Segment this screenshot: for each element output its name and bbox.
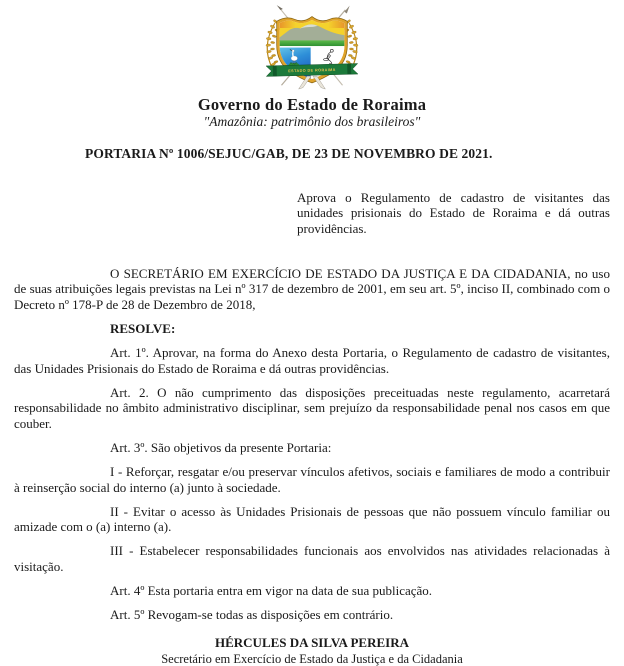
signature-block <box>14 636 610 666</box>
government-name: Governo do Estado de Roraima <box>14 96 610 114</box>
crest-ribbon <box>266 64 358 77</box>
article-2: Art. 2. O não cumprimento das disposições preceituadas neste regulamento, acarretará responsabilidade no âmbito administrativo disciplinar, sem prejuízo da responsabilidade penal nos casos em que couber. <box>14 385 610 432</box>
preamble-paragraph: O SECRETÁRIO EM EXERCÍCIO DE ESTADO DA JUSTIÇA E DA CIDADANIA, no uso de suas atribuições legais previstas na Lei nº 317 de dezembro de 2001, em seu art. 5º, inciso II, combinado com o Decreto nº 178-P de 28 de Dezembro de 2018, <box>14 266 610 313</box>
article-4: Art. 4º Esta portaria entra em vigor na data de sua publicação. <box>14 583 610 599</box>
summary-paragraph: Aprova o Regulamento de cadastro de visitantes das unidades prisionais do Estado de Roraima e dá outras providências. <box>297 190 610 237</box>
article-3: Art. 3º. São objetivos da presente Portaria: <box>14 440 610 456</box>
signer-name: HÉRCULES DA SILVA PEREIRA <box>14 636 610 651</box>
document-body <box>14 266 610 623</box>
portaria-title: PORTARIA Nº 1006/SEJUC/GAB, DE 23 DE NOVEMBRO DE 2021. <box>85 147 610 162</box>
article-1: Art. 1º. Aprovar, na forma do Anexo desta Portaria, o Regulamento de cadastro de visitantes, das Unidades Prisionais do Estado de Roraima e dá outras providências. <box>14 345 610 376</box>
state-motto: "Amazônia: patrimônio dos brasileiros" <box>14 115 610 130</box>
crest-ribbon-text: ESTADO DE RORAIMA <box>288 68 336 73</box>
resolve-label: RESOLVE: <box>14 321 610 337</box>
article-3-item-1: I - Reforçar, resgatar e/ou preservar vínculos afetivos, sociais e familiares de modo a contribuir à reinserção social do interno (a) junto à sociedade. <box>14 464 610 495</box>
roraima-coat-of-arms-icon <box>250 5 374 93</box>
article-3-item-2: II - Evitar o acesso às Unidades Prisionais de pessoas que não possuem vínculo familiar ou amizade com o (a) interno (a). <box>14 504 610 535</box>
signer-role: Secretário em Exercício de Estado da Justiça e da Cidadania <box>14 653 610 666</box>
article-5: Art. 5º Revogam-se todas as disposições em contrário. <box>14 607 610 623</box>
article-3-item-3: III - Estabelecer responsabilidades funcionais aos envolvidos nas atividades relacionadas à visitação. <box>14 543 610 574</box>
